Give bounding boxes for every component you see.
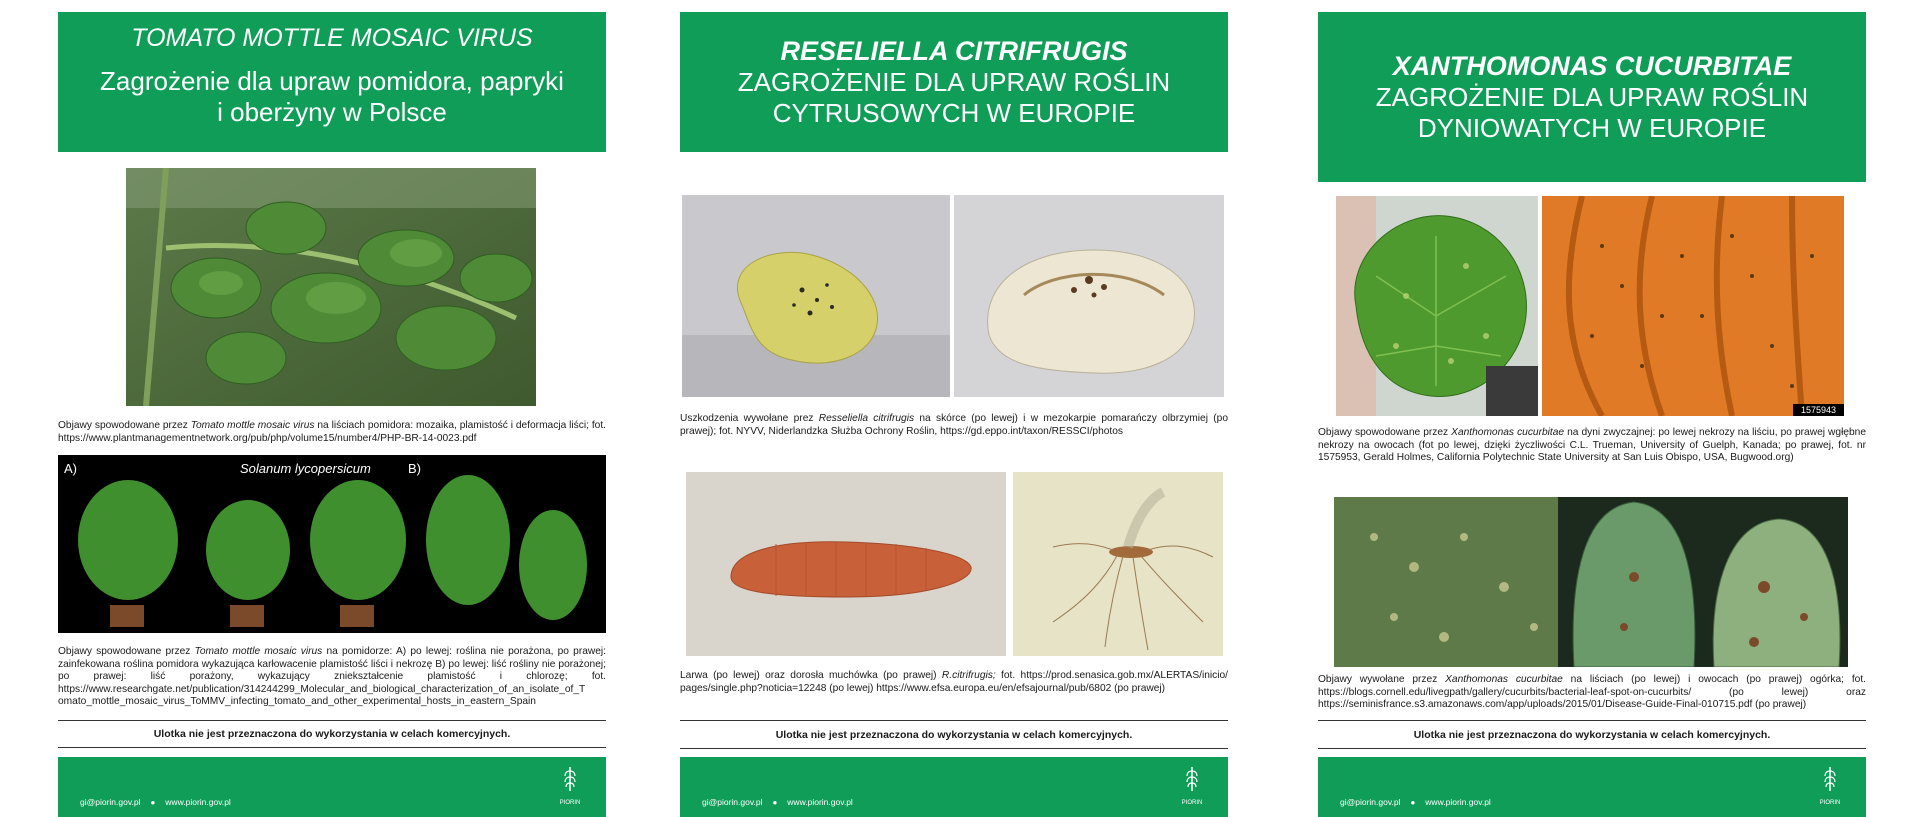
piorin-logo: PIORIN xyxy=(1180,765,1204,806)
flyer-reseliella-citrifrugis xyxy=(680,0,1228,810)
email-link[interactable]: gi@piorin.gov.pl xyxy=(702,797,763,807)
title-banner xyxy=(1318,12,1866,182)
photo-pumpkin-leaf xyxy=(1336,196,1538,416)
title-subtitle: Zagrożenie dla upraw pomidora, papryki i oberżyny w Polsce xyxy=(100,66,564,127)
photo-pumpkin-fruit xyxy=(1542,196,1844,416)
divider-bottom xyxy=(58,747,606,748)
title-subtitle: ZAGROŻENIE DLA UPRAW ROŚLIN CYTRUSOWYCH W EUROPIE xyxy=(737,67,1171,128)
divider-top xyxy=(58,720,606,721)
divider-bottom xyxy=(1318,748,1866,749)
photo-cucumber xyxy=(1334,497,1848,667)
caption-photo-1: Objawy spowodowane przez Tomato mottle mosaic virus na liściach pomidora: mozaika, plamistość i deformacja liści; fot. https://www.plantmanagementnetwork.org/pub/php/volume15/number4/PHP-BR-14-0023.pdf xyxy=(58,420,606,444)
photo-larva xyxy=(686,472,1006,656)
caption-photo-2: Objawy wywołane przez Xanthomonas cucurbitae na liściach (po lewej) i owocach (po prawej) ogórka; fot. https://blogs.cornell.edu/livegpath/gallery/cucurbits/bacterial-leaf-spot-on-cucurbits/ (po lewej) oraz https://seminisfrance.s3.amazonaws.com/app/uploads/2015/01/Disease-Guide-Final-010715.pdf (po prawej) xyxy=(1318,674,1867,711)
email-link[interactable]: gi@piorin.gov.pl xyxy=(1340,797,1401,807)
website-link[interactable]: www.piorin.gov.pl xyxy=(1425,797,1491,807)
footer-contacts xyxy=(702,797,853,807)
title-banner xyxy=(680,12,1228,152)
website-link[interactable]: www.piorin.gov.pl xyxy=(787,797,853,807)
photo-tomato-plants xyxy=(58,455,606,633)
title-latin: TOMATO MOTTLE MOSAIC VIRUS xyxy=(131,24,533,52)
wheat-icon xyxy=(561,765,579,793)
notice-non-commercial: Ulotka nie jest przeznaczona do wykorzystania w celach komercyjnych. xyxy=(775,729,1133,741)
divider-top xyxy=(680,720,1228,721)
separator-dot: ● xyxy=(1410,797,1416,807)
flyer-xanthomonas-cucurbitae xyxy=(1318,0,1866,810)
wheat-icon xyxy=(1821,765,1839,793)
wheat-icon xyxy=(1183,765,1201,793)
flyer-tomato-mottle-mosaic-virus xyxy=(58,0,606,810)
divider-top xyxy=(1318,720,1866,721)
footer-bar xyxy=(680,757,1228,817)
photo-adult-fly xyxy=(1013,472,1223,656)
label-b: B) xyxy=(408,461,421,476)
caption-photo-1: Uszkodzenia wywołane prez Resseliella citrifrugis na skórce (po lewej) i w mezokarpie pomarańczy olbrzymiej (po prawej); fot. NYVV, Niderlandzka Służba Ochrony Roślin, https://gd.eppo.int/taxon/RESSCI/photos xyxy=(680,413,1228,437)
photo-citrus-peel xyxy=(682,195,950,397)
photo-tomato-leaf xyxy=(126,168,536,406)
photo-id-label: 1575943 xyxy=(1793,404,1844,416)
separator-dot: ● xyxy=(772,797,778,807)
divider-bottom xyxy=(680,748,1228,749)
notice-non-commercial: Ulotka nie jest przeznaczona do wykorzystania w celach komercyjnych. xyxy=(153,728,511,740)
piorin-logo: PIORIN xyxy=(1818,765,1842,806)
website-link[interactable]: www.piorin.gov.pl xyxy=(165,797,231,807)
caption-photo-2: Objawy spowodowane przez Tomato mottle mosaic virus na pomidorze: A) po lewej: roślina nie porażona, po prawej: zainfekowana roślina pomidora wykazująca karłowacenie plamistość liści i nekrozę B) po lewej: liść rośliny nie porażonej; po prawej: liść porażony, wykazujący zniekształcenie plamistość i chlorozę; fot. https://www.researchgate.net/publication/314244299_Molecular_and_biological_characterization_of_an_isolate_of_T omato_mottle_mosaic_virus_ToMMV_infecting_tomato_and_other_experimental_hosts_in_eastern_Spain xyxy=(58,646,606,708)
label-species: Solanum lycopersicum xyxy=(240,461,371,476)
title-latin: RESELIELLA CITRIFRUGIS xyxy=(780,36,1128,66)
caption-photo-1: Objawy spowodowane przez Xanthomonas cucurbitae na dyni zwyczajnej: po lewej nekrozy na liściu, po prawej wgłębne nekrozy na owocach (fot po lewej, dzięki życzliwości C.L. Trueman, University of Guelph, Kanada; po prawej, fot. nr 1575953, Gerald Holmes, California Polytechnic State University at San Luis Obispo, USA, Bugwood.org) xyxy=(1318,427,1866,464)
notice-non-commercial: Ulotka nie jest przeznaczona do wykorzystania w celach komercyjnych. xyxy=(1413,729,1771,741)
separator-dot: ● xyxy=(150,797,156,807)
title-banner xyxy=(58,12,606,152)
piorin-logo: PIORIN xyxy=(558,765,582,806)
footer-contacts xyxy=(80,797,231,807)
footer-bar xyxy=(58,757,606,817)
footer-contacts xyxy=(1340,797,1491,807)
title-subtitle: ZAGROŻENIE DLA UPRAW ROŚLIN DYNIOWATYCH W EUROPIE xyxy=(1375,82,1809,143)
email-link[interactable]: gi@piorin.gov.pl xyxy=(80,797,141,807)
caption-photo-2: Larwa (po lewej) oraz dorosła muchówka (po prawej) R.citrifrugis; fot. https://prod.senasica.gob.mx/ALERTAS/inicio/ pages/single.php?noticia=12248 (po lewej) https://www.efsa.europa.eu/en/efsajournal/pub/6802 (po prawej) xyxy=(680,670,1228,694)
footer-bar xyxy=(1318,757,1866,817)
label-a: A) xyxy=(64,461,77,476)
photo-citrus-mesocarp xyxy=(954,195,1224,397)
title-latin: XANTHOMONAS CUCURBITAE xyxy=(1392,51,1792,81)
